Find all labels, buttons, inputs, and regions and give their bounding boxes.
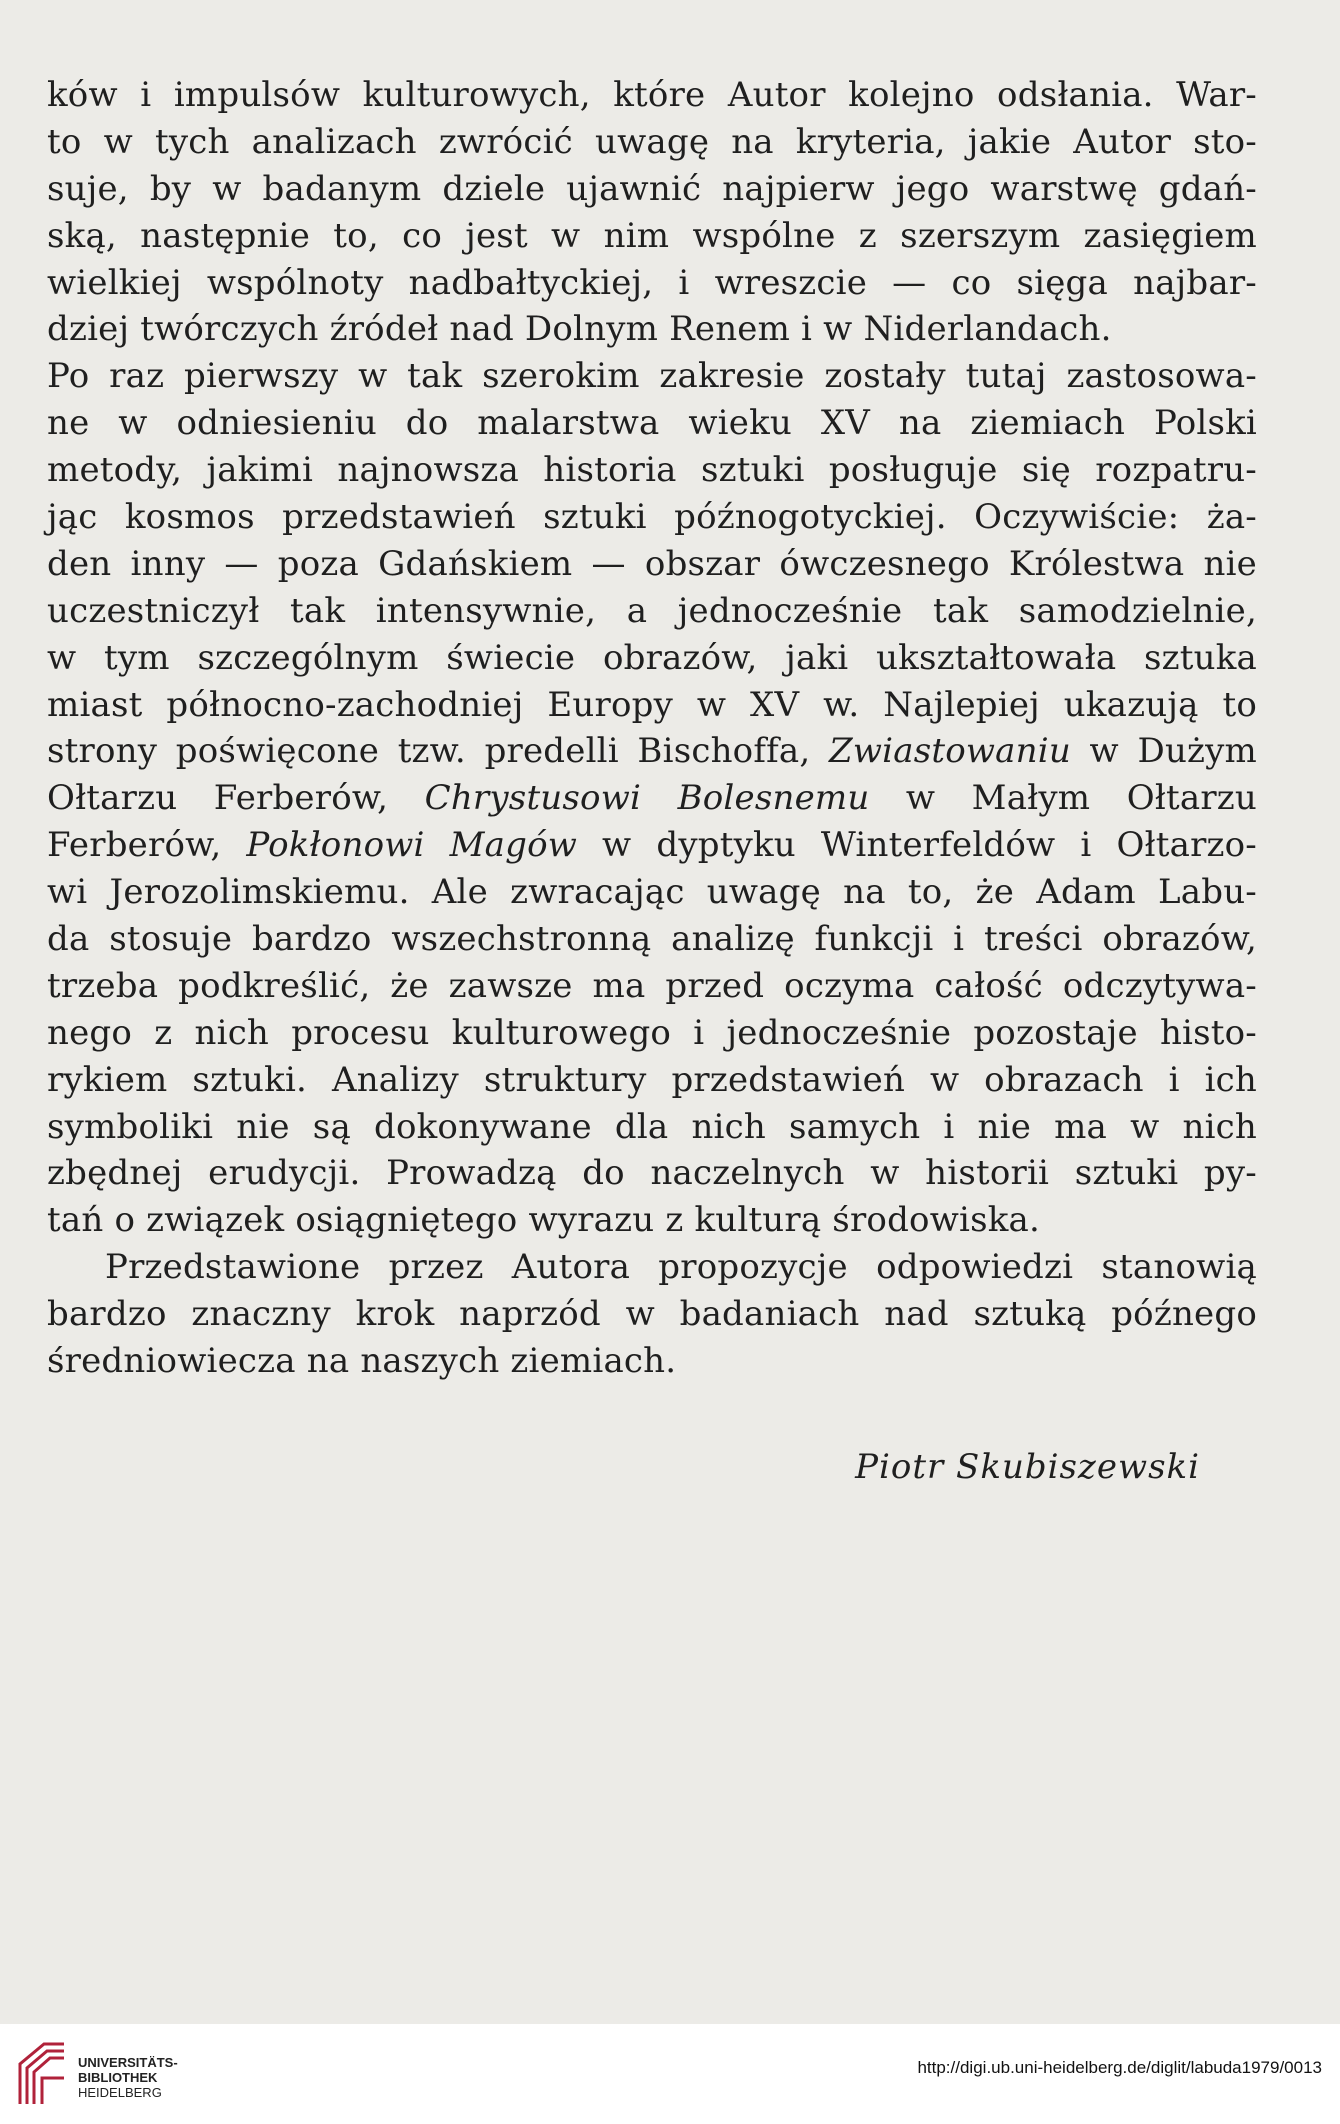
library-name [78,2055,178,2100]
text-segment: den inny — poza Gdańskiem — obszar ówczesnego Królestwa nie [47,543,1257,584]
text-line [47,306,1257,353]
text-segment: Po raz pierwszy w tak szerokim zakresie zostały tutaj zastosowa- [47,356,1257,397]
text-segment: w dyptyku Winterfeldów i Ołtarzo- [577,825,1257,866]
text-segment: dziej twórczych źródeł nad Dolnym Renem i w Niderlandach. [47,309,1112,350]
text-segment: wielkiej wspólnoty nadbałtyckiej, i wreszcie — co sięga najbar- [47,262,1257,303]
text-line [47,822,1257,869]
text-segment: Przedstawione przez Autora propozycje odpowiedzi stanowią [105,1247,1257,1288]
text-segment: rykiem sztuki. Analizy struktury przedstawień w obrazach i ich [47,1059,1257,1100]
digitization-footer [0,2024,1340,2124]
text-segment: wi Jerozolimskiemu. Ale zwracając uwagę na to, że Adam Labu- [47,872,1257,913]
text-line [47,447,1257,494]
text-segment: tań o związek osiągniętego wyrazu z kulturą środowiska. [47,1200,1041,1241]
text-line [47,400,1257,447]
text-segment: zbędnej erudycji. Prowadzą do naczelnych w historii sztuki py- [47,1153,1257,1194]
text-segment: strony poświęcone tzw. predelli Bischoffa, [47,731,830,772]
text-line [47,166,1257,213]
text-segment: ską, następnie to, co jest w nim wspólne z szerszym zasięgiem [47,215,1257,256]
ub-heidelberg-logo-icon [14,2038,70,2110]
text-segment: ne w odniesieniu do malarstwa wieku XV na ziemiach Polski [47,403,1257,444]
text-line [47,494,1257,541]
text-line [47,588,1257,635]
text-line [47,119,1257,166]
text-segment: to w tych analizach zwrócić uwagę na kryteria, jakie Autor sto- [47,121,1257,162]
italic-title: Pokłonowi Magów [246,825,578,866]
text-line [47,682,1257,729]
library-name-line-3: HEIDELBERG [78,2085,162,2100]
text-line [47,963,1257,1010]
text-line [47,1104,1257,1151]
text-segment: symboliki nie są dokonywane dla nich samych i nie ma w nich [47,1106,1257,1147]
text-segment: w Małym Ołtarzu [869,778,1257,819]
library-name-line-1: UNIVERSITÄTS- [78,2055,178,2070]
text-segment: Ferberów, [47,825,247,866]
text-segment: Ołtarzu Ferberów, [47,778,425,819]
source-url[interactable]: http://digi.ub.uni-heidelberg.de/diglit/labuda1979/0013 [917,2058,1322,2077]
text-line [47,1338,1257,1385]
text-segment: średniowiecza na naszych ziemiach. [47,1341,677,1382]
text-segment: miast północno-zachodniej Europy w XV w. Najlepiej ukazują to [47,684,1257,725]
text-segment: w tym szczególnym świecie obrazów, jaki ukształtowała sztuka [47,637,1257,678]
text-segment: trzeba podkreślić, że zawsze ma przed oczyma całość odczytywa- [47,965,1257,1006]
text-line [47,635,1257,682]
text-segment: suje, by w badanym dziele ujawnić najpierw jego warstwę gdań- [47,168,1257,209]
italic-title: Chrystusowi Bolesnemu [424,778,870,819]
body-text [47,72,1257,1385]
text-segment: bardzo znaczny krok naprzód w badaniach nad sztuką późnego [47,1294,1257,1335]
text-line [47,213,1257,260]
library-name-line-2: BIBLIOTHEK [78,2070,158,2085]
text-segment: metody, jakimi najnowsza historia sztuki posługuje się rozpatru- [47,450,1257,491]
text-segment: w Dużym [1070,731,1258,772]
text-line [47,353,1257,400]
text-line [47,1057,1257,1104]
text-segment: nego z nich procesu kulturowego i jednocześnie pozostaje histo- [47,1012,1257,1053]
text-line [47,541,1257,588]
text-segment: jąc kosmos przedstawień sztuki późnogotyckiej. Oczywiście: ża- [47,497,1257,538]
text-segment: da stosuje bardzo wszechstronną analizę funkcji i treści obrazów, [47,919,1257,960]
author-signature: Piotr Skubiszewski [855,1447,1200,1487]
text-line [47,916,1257,963]
text-line [47,1197,1257,1244]
text-segment: ków i impulsów kulturowych, które Autor kolejno odsłania. War- [47,75,1257,115]
text-line [47,728,1257,775]
text-line [47,72,1257,119]
text-line [47,1150,1257,1197]
text-line [47,1010,1257,1057]
text-line [47,869,1257,916]
text-line [47,260,1257,307]
text-line [47,775,1257,822]
text-line [47,1244,1257,1291]
text-segment: uczestniczył tak intensywnie, a jednocześnie tak samodzielnie, [47,590,1257,631]
text-line [47,1291,1257,1338]
italic-title: Zwiastowaniu [829,731,1071,772]
